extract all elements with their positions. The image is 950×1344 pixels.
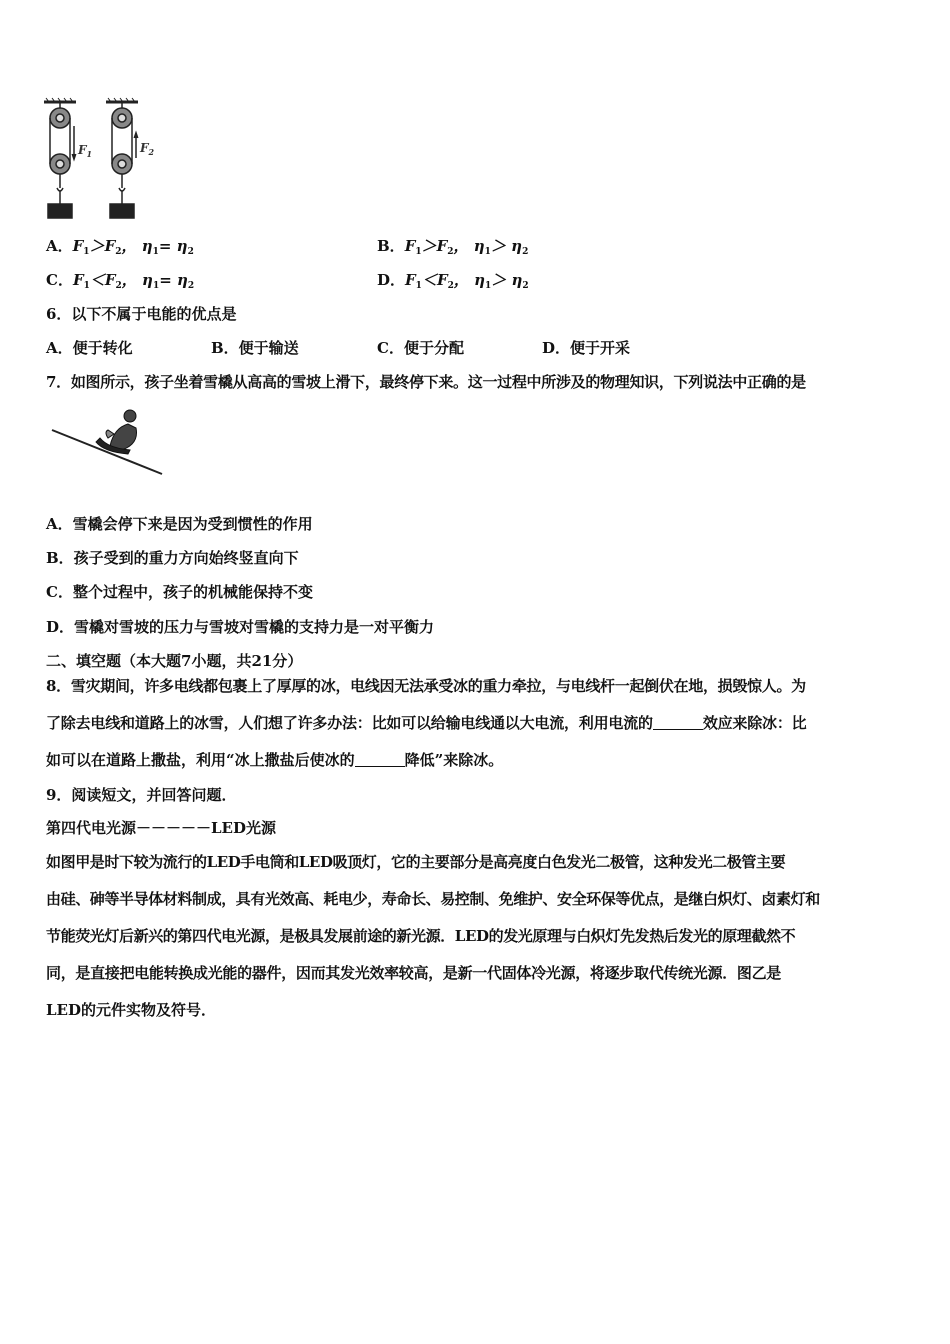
q8-line-1: 8．雪灾期间，许多电线都包裹上了厚厚的冰，电线因无法承受冰的重力牵拉，与电线杆一起倒伏在地，损毁惊人。为: [46, 677, 806, 695]
q7-option-d: D．雪橇对雪坡的压力与雪坡对雪橇的支持力是一对平衡力: [46, 618, 435, 636]
q9-passage-line-5: LED的元件实物及符号．: [46, 1001, 216, 1019]
q5-option-c: C．$F_1<F_2$， $\eta_1= \eta_2$: [46, 271, 195, 291]
force-label-1: $F_1$: [78, 143, 93, 159]
q9-stem: 9．阅读短文，并回答问题．: [46, 786, 237, 804]
q9-passage-line-4: 同，是直接把电能转换成光能的器件，因而其发光效率较高，是新一代固体冷光源，将逐步取代传统光源．图乙是: [46, 964, 782, 982]
q8-blank-2[interactable]: [355, 753, 405, 767]
q9-passage-line-3: 节能荧光灯后新兴的第四代电光源，是极具发展前途的新光源．LED的发光原理与白炽灯先发热后发光的原理截然不: [46, 927, 796, 945]
q7-option-b: B．孩子受到的重力方向始终竖直向下: [46, 549, 299, 567]
q8-line-2: 了除去电线和道路上的冰雪，人们想了许多办法：比如可以给输电线通以大电流，利用电流的 效应来除冰：比: [46, 714, 807, 732]
q7-option-a: A．雪橇会停下来是因为受到惯性的作用: [46, 515, 313, 533]
q5-option-a: A．$F_1>F_2$， $\eta_1= \eta_2$: [46, 237, 194, 257]
q6-option-a: A．便于转化: [46, 339, 133, 357]
q6-option-d: D．便于开采: [542, 339, 631, 357]
q9-passage-title: 第四代电光源－－－－－LED光源: [46, 819, 276, 837]
q9-passage-line-2: 由硅、砷等半导体材料制成，具有光效高、耗电少，寿命长、易控制、免维护、安全环保等优点，是继白炽灯、卤素灯和: [46, 890, 820, 908]
q7-option-c: C．整个过程中，孩子的机械能保持不变: [46, 583, 313, 601]
sled-figure: [48, 408, 168, 478]
q5-option-b: B．$F_1>F_2$， $\eta_1> \eta_2$: [377, 237, 529, 257]
q8-blank-1[interactable]: [653, 716, 703, 730]
q8-line-3: 如可以在道路上撒盐，利用“冰上撒盐后使冰的 降低”来除冰。: [46, 751, 504, 769]
q7-stem: 7．如图所示，孩子坐着雪橇从高高的雪坡上滑下，最终停下来。这一过程中所涉及的物理知识，下列说法中正确的是: [46, 373, 806, 391]
q5-option-d: D．$F_1<F_2$， $\eta_1> \eta_2$: [377, 271, 529, 291]
q6-option-b: B．便于输送: [211, 339, 299, 357]
q6-stem: 6．以下不属于电能的优点是: [46, 305, 237, 323]
q9-passage-line-1: 如图甲是时下较为流行的LED手电筒和LED吸顶灯，它的主要部分是高亮度白色发光二极管，这种发光二极管主要: [46, 853, 786, 871]
section-heading: 二、填空题（本大题7小题，共21分）: [46, 652, 303, 670]
q6-option-c: C．便于分配: [377, 339, 464, 357]
force-label-2: $F_2$: [140, 141, 155, 157]
pulley-figure: [38, 96, 168, 221]
